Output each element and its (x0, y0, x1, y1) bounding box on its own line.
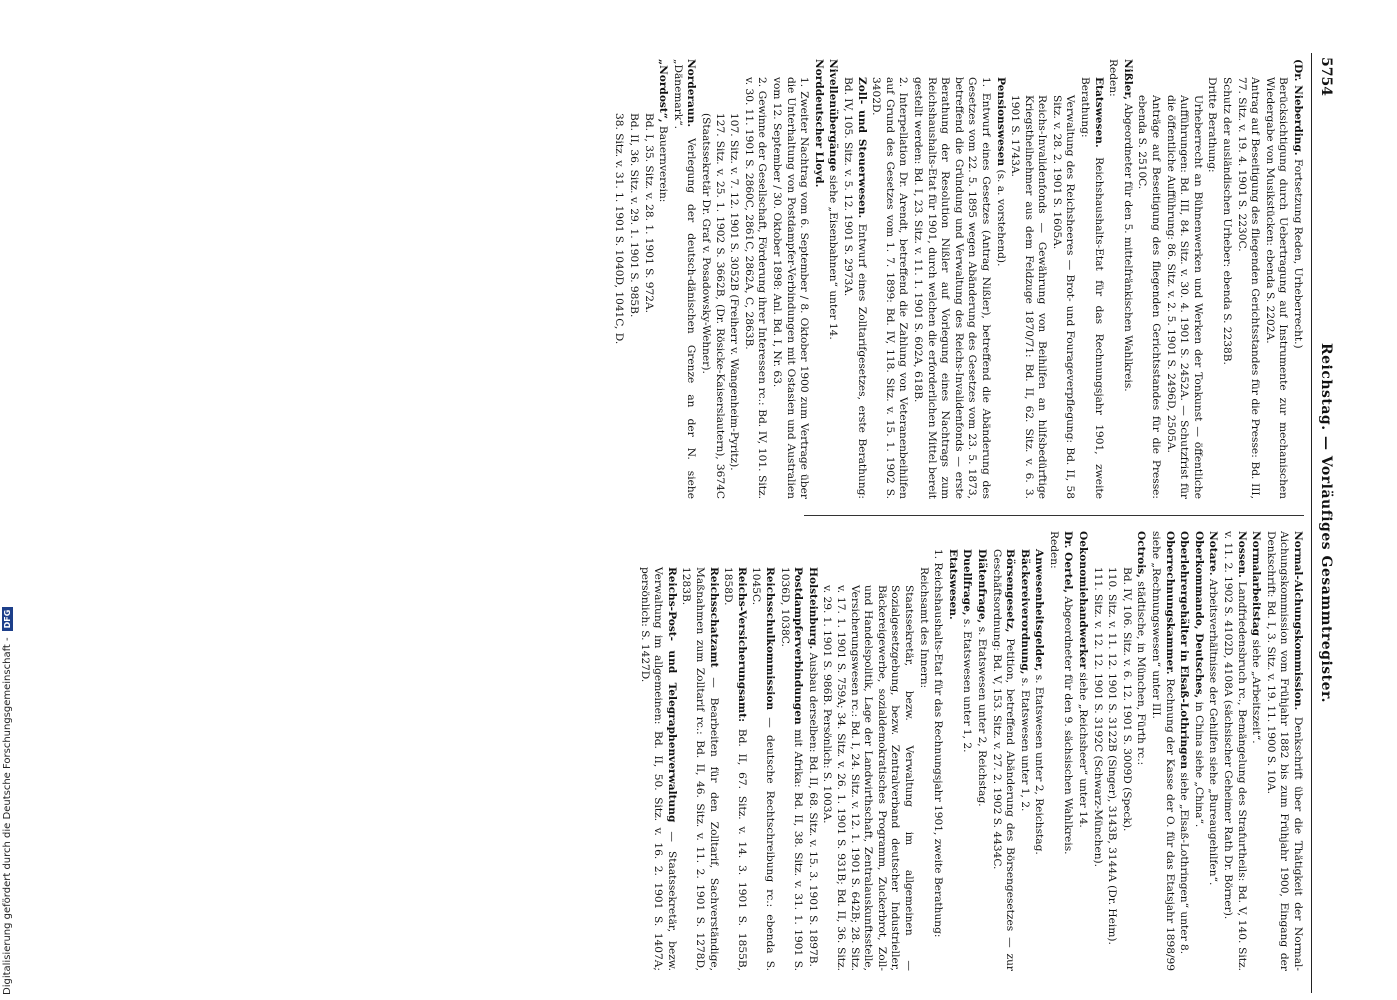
entry-text: Arbeitsverhältnisse der Gehilfen siehe „Bureaugehilfen“. (1207, 575, 1220, 885)
entry-text: Antrag auf Beseitigung des fliegenden Gerichtsstandes für die Presse: Bd. III, 77. Sitz. v. 19. 4. 1901 S. 2230C. (1235, 76, 1262, 499)
entry-text: Rechnung der Kasse der O. für das Etatsjahr 1898/99 siehe „Rechnungswesen“ unter III. (1150, 530, 1176, 971)
text-columns (110, 53, 1304, 993)
entry-keyword: Oekonomiehandwerker (1077, 530, 1090, 669)
index-entry (656, 59, 670, 499)
entry-text: Anträge auf Beseitigung des fliegenden Gerichtsstandes für die Presse: ebenda S. 2510C. (1136, 94, 1163, 499)
index-entry (1290, 59, 1304, 499)
entry-text: Fortsetzung Reden, Urheberrecht.) (1292, 155, 1304, 349)
index-entry (769, 59, 810, 499)
entry-text: Bd. I, 35. Sitz. v. 28. 1. 1901 S. 972A. (642, 112, 655, 313)
index-entry (1120, 59, 1134, 499)
entry-text: Verwaltung des Reichsheeres — Brot- und Fourageverpflegung: Bd. II, 58 Sitz. v. 28. 2. 1901 S. 1605A. (1050, 94, 1077, 499)
entry-text: Berücksichtigung durch Uebertragung auf Instrumente zur mechanischen Wiedergabe von Musikstücken: ebenda S. 2202A. (1263, 76, 1290, 499)
entry-keyword: Bäckereiverordnung, (1018, 548, 1031, 674)
index-entry (1234, 59, 1261, 499)
entry-keyword: Notare. (1207, 530, 1220, 576)
left-column (110, 59, 1304, 499)
entry-text: Entwurf eines Zolltarifgesetzes, erste Berathung: Bd. IV, 105. Sitz. v. 5. 12. 1901 S. 2973A. (842, 76, 868, 499)
entry-text: Bauernverein: (657, 122, 670, 202)
entry-keyword: Reichs-Versicherungsamt: (735, 566, 748, 722)
page-number: 5754 (1318, 56, 1334, 96)
entry-text: siehe „Reichsheer“ unter 14. (1077, 668, 1090, 828)
index-entry (1076, 531, 1090, 971)
index-entry (637, 531, 678, 971)
index-entry (1263, 531, 1304, 971)
index-entry (1119, 531, 1133, 971)
index-entry (1032, 531, 1046, 971)
index-entry (826, 59, 840, 499)
index-entry (727, 59, 741, 499)
entry-keyword: Börsengesetz, (1004, 548, 1017, 632)
index-entry (1219, 59, 1233, 499)
index-entry (811, 59, 825, 499)
entry-text: 1. Entwurf eines Gesetzes (Antrag Nißler), betreffend die Abänderung des Gesetzes vom 22. 5. 1895 wegen Abänderung des Gesetzes vom 23. 5. 1873, betreffend die Gründung und Verwaltung des Reichs-Invalidenfonds — erste Berathung der Resolution Nißler auf Vorlegung eines Nachtrags zum Reichshaushalts-Etat für 1901, durch welchen die erforderlichen Mittel bereit gestellt werden: Bd. I, 23. Sitz. v. 11. 1. 1901 S. 602A, 618B. (911, 76, 992, 499)
index-entry (1220, 531, 1247, 971)
rotated-page-content (110, 53, 1340, 993)
entry-text: Landfriedensbruch rc., Bemängelung des Strafurtheils: Bd. V, 140. Sitz. v. 11. 2. 1902 S. 4102D, 4108A (sächsischer Geheimer Rath Dr. Börner). (1222, 530, 1248, 971)
entry-text: — Staatssekretär, bezw. Verwaltung im allgemeinen: Bd. II, 50. Sitz. v. 16. 2. 1901 S. 1407A; persönlich: S. 1427D. (638, 566, 678, 971)
entry-text: 110. Sitz. v. 11. 12. 1901 S. 3122B (Singer), 3143B, 3144A (Dr. Heim). (1106, 566, 1119, 945)
entry-text: Staatssekretär, bezw. Verwaltung im allgemeinen — Sozialgesetzgebung, bezw. Zentralverband deutscher Industrieller, Bäckereigewerbe, sozialdemokratisches Programm, Zuckerbrot, Zoll- und Handelspolitik, Lage der Landwirthschaft, Zentralauskunftsstelle, Versicherungswesen rc.: Bd. I, 24. Sitz. v. 12. 1. 1901 S. 642B; 28. Sitz. v. 17. 1. 1901 S. 759A; 34. Sitz. v. 26. 1. 1901 S. 931B; Bd. II, 36. Sitz. v. 29. 1. 1901 S. 986B. Persönlich: S. 1003A. (821, 584, 915, 971)
index-entry (1135, 59, 1162, 499)
index-entry (1249, 531, 1263, 971)
index-entry (1262, 59, 1289, 499)
entry-text: Reichsamt des Innern: (917, 566, 930, 688)
index-entry (698, 59, 725, 499)
entry-keyword: Normal-Aichungskommission. (1292, 530, 1304, 710)
entry-keyword: Pensionswesen (994, 76, 1007, 166)
entry-keyword: Nißler, (1121, 58, 1134, 100)
index-entry (910, 59, 992, 499)
index-entry (670, 59, 697, 499)
entry-text: Abgeordneter für den 5. mittelfränkischen Wahlkreis. (1121, 99, 1134, 392)
entry-text: in China siehe „China“. (1192, 697, 1205, 827)
entry-text: — Bearbeiten für den Zolltarif, Sachverständige, Maßnahmen zum Zolltarif rc.: Bd. II, 46. Sitz. v. 11. 2. 1901 S. 1278D, 1283B. (680, 566, 720, 971)
entry-text: s. Etatswesen unter 1, 2. (1018, 673, 1031, 811)
entry-text: 111. Sitz. v. 12. 12. 1901 S. 3192C (Schwarz-München). (1091, 566, 1104, 867)
column-divider (804, 515, 1304, 516)
index-entry (1049, 59, 1076, 499)
index-entry (777, 531, 804, 971)
entry-keyword: Diätenfrage, (975, 548, 988, 623)
entry-text: 127. Sitz. v. 25. 1. 1902 S. 3662B, (Dr. Rösicke-Kaiserslautern), 3674C (Staatssekretär Dr. Graf v. Posadowsky-Wehner). (700, 112, 726, 499)
entry-text: 2. Gewinne der Gesellschaft, Förderung ihrer Interessen rc.: Bd. IV, 101. Sitz. v. 30. 11. 1901 S. 2860C, 2861C, 2862A, C, 2863B. (742, 76, 769, 499)
entry-keyword: Norddeutscher Lloyd. (812, 58, 825, 187)
entry-text: Reichs-Invalidenfonds — Gewährung von Beihilfen an hilfsbedürftige Kriegstheilnehmer aus dem Feldzuge 1870/71: Bd. II, 62. Sitz. v. 6. 3. 1901 S. 1743A. (1009, 94, 1049, 499)
entry-text: (s. a. vorstehend). (994, 165, 1007, 266)
entry-keyword: Octrois, (1135, 530, 1148, 578)
index-entry (945, 531, 959, 971)
index-entry (1061, 531, 1075, 971)
index-entry (1105, 531, 1119, 971)
entry-text: Verlegung der deutsch-dänischen Grenze an der N. siehe „Dänemark“. (671, 58, 698, 499)
entry-text: Bd. IV, 106. Sitz. v. 6. 12. 1901 S. 3009D (Speck). (1120, 566, 1133, 831)
page-title: Reichstag. — Vorläufiges Gesammtregister. (1318, 342, 1334, 703)
index-entry (1046, 531, 1060, 971)
entry-text: Reichshaushalts-Etat für das Rechnungsjahr 1901, zweite Berathung: (1079, 76, 1105, 499)
index-entry (840, 59, 867, 499)
entry-text: Reden: (1047, 530, 1060, 569)
entry-keyword: Etatswesen. (1092, 76, 1105, 148)
entry-text: Bd. II, 36. Sitz. v. 29. 1. 1901 S. 985B. (628, 112, 641, 317)
entry-text: s. Etatswesen unter 2, Reichstag. (975, 622, 988, 807)
entry-text: Abgeordneter für den 9. sächsischen Wahlkreis. (1062, 592, 1075, 855)
index-entry (721, 531, 748, 971)
index-entry (974, 531, 988, 971)
entry-text: siehe „Arbeitszeit“. (1250, 635, 1263, 744)
entry-keyword: (Dr. Nieberding. (1292, 58, 1304, 156)
entry-text: 2. Interpellation Dr. Arendt, betreffend die Zahlung von Veteranenbeihilfen auf Grund des Gesetzes vom 1. 7. 1899: Bd. IV, 118. Sitz. v. 15. 1. 1902 S. 3402D. (870, 76, 910, 499)
entry-keyword: Normalarbeitstag (1250, 530, 1263, 636)
digitization-credit (2, 607, 13, 995)
index-entry (916, 531, 930, 971)
index-entry (1148, 531, 1175, 971)
index-entry (805, 531, 819, 971)
entry-text: Reden: (1107, 58, 1120, 97)
entry-text: Urheberrecht an Bühnenwerken und Werken der Tonkunst — öffentliche Aufführungen: Bd. III, 84. Sitz. v. 30. 4. 1901 S. 2452A. — Schutzfrist für die öffentliche Aufführung: 86. Sitz. v. 2. 5. 1901 S. 2496D, 2505A. (1164, 94, 1204, 499)
entry-keyword: Anwesenheitsgelder, (1033, 548, 1046, 671)
entry-text: 1. Zweiter Nachtrag vom 6. September / 8. Oktober 1900 zum Vertrage über die Unterhaltung von Postdampfer-Verbindungen mit Ostasien und Australien vom 12. September / 30. Oktober 1898: Anl. Bd. I, Nr. 63. (771, 76, 811, 499)
index-entry (989, 531, 1016, 971)
right-column (110, 531, 1304, 971)
entry-text: — deutsche Rechtschreibung rc.: ebenda S. 1045C. (750, 566, 777, 971)
entry-text: s. Etatswesen unter 2, Reichstag. (1033, 670, 1046, 855)
entry-text: städtische, in München, Fürth rc.: (1135, 577, 1148, 765)
page-header (1311, 53, 1340, 993)
entry-keyword: Holsteinburg. (806, 566, 819, 649)
index-entry (1206, 531, 1220, 971)
entry-text: 1. Reichshaushalts-Etat für das Rechnungsjahr 1901, zweite Berathung: (932, 548, 945, 937)
entry-text: Dritte Berathung: (1206, 76, 1219, 173)
entry-keyword: Reichs-Post- und Telegraphenverwaltung (665, 566, 678, 822)
entry-text: siehe „Eisenbahnen“ unter 14. (827, 171, 840, 340)
index-entry (869, 59, 910, 499)
entry-text: mit Afrika: Bd. II, 38. Sitz. v. 31. 1. 1901 S. 1036D, 1038C. (778, 566, 805, 971)
entry-keyword: Reichsschatzamt (707, 566, 720, 668)
index-entry (612, 59, 626, 499)
entry-keyword: Oberkommando, Deutsches, (1192, 530, 1205, 698)
entry-text: Schutz der ausländischen Urheber: ebenda S. 2238B. (1221, 76, 1234, 365)
index-entry (641, 59, 655, 499)
entry-keyword: Reichsschulkommission (764, 566, 777, 710)
index-entry (960, 531, 974, 971)
digitization-sidebar (0, 0, 22, 1000)
index-entry (1106, 59, 1120, 499)
entry-keyword: Zoll- und Steuerwesen. (855, 76, 868, 218)
entry-keyword: Oberlehrergehälter in Elsaß-Lothringen (1178, 530, 1191, 769)
entry-text: siehe „Elsaß-Lothringen“ unter 8. (1178, 768, 1191, 954)
entry-text: Bd. II, 67. Sitz. v. 14. 3. 1901 S. 1855B, 1858D. (722, 566, 748, 971)
credit-text: Digitalisierung gefördert durch die Deutsche Forschungsgemeinschaft - (2, 637, 13, 995)
scanned-page (55, 45, 1395, 1000)
index-entry (627, 59, 641, 499)
index-entry (1017, 531, 1031, 971)
entry-keyword: Nivellenübergänge (827, 58, 840, 172)
index-entry (679, 531, 720, 971)
index-entry (1191, 531, 1205, 971)
index-entry (1177, 531, 1191, 971)
dfg-logo-icon: DFG (2, 607, 13, 632)
index-entry (993, 59, 1007, 499)
index-entry (1078, 59, 1105, 499)
entry-keyword: Etatswesen. (946, 548, 959, 620)
index-entry (1008, 59, 1049, 499)
entry-text: Denkschrift über die Thätigkeit der Normal-Aichungskommission vom Frühjahr 1882 bis zum Frühjahr 1900, Eingang der Denkschrift: Bd. I, 3. Sitz. v. 19. 11. 1900 S. 10A. (1264, 530, 1304, 971)
entry-text: s. Etatswesen unter 1, 2. (961, 615, 974, 752)
entry-keyword: Dr. Oertel, (1062, 530, 1075, 593)
entry-text: 38. Sitz. v. 31. 1. 1901 S. 1040D, 1041C, D. (613, 112, 626, 344)
index-entry (741, 59, 768, 499)
entry-keyword: Postdampferverbindungen (792, 566, 805, 725)
index-entry (1134, 531, 1148, 971)
index-entry (749, 531, 776, 971)
entry-keyword: Duellfrage, (961, 548, 974, 616)
index-entry (931, 531, 945, 971)
entry-keyword: Oberrechnungskammer. (1163, 530, 1176, 675)
entry-text: Petition, betreffend Abänderung des Börsengesetzes — zur Geschäftsordnung: Bd. V, 153. Sitz. v. 27. 2. 1902 S. 4434C. (990, 548, 1017, 971)
index-entry (1205, 59, 1219, 499)
entry-text: 107. Sitz. v. 7. 12. 1901 S. 3052B (Freiherr v. Wangenheim-Pyritz). (728, 112, 741, 471)
entry-keyword: Norderaun. (685, 58, 698, 127)
index-entry (1163, 59, 1204, 499)
index-entry (820, 531, 915, 971)
entry-text: Ausbau derselben: Bd. II, 68. Sitz. v. 15. 3. 1901 S. 1897B. (806, 648, 819, 967)
entry-keyword: „Nordost“, (657, 58, 670, 123)
entry-keyword: Nossen. (1235, 530, 1248, 578)
index-entry (1090, 531, 1104, 971)
